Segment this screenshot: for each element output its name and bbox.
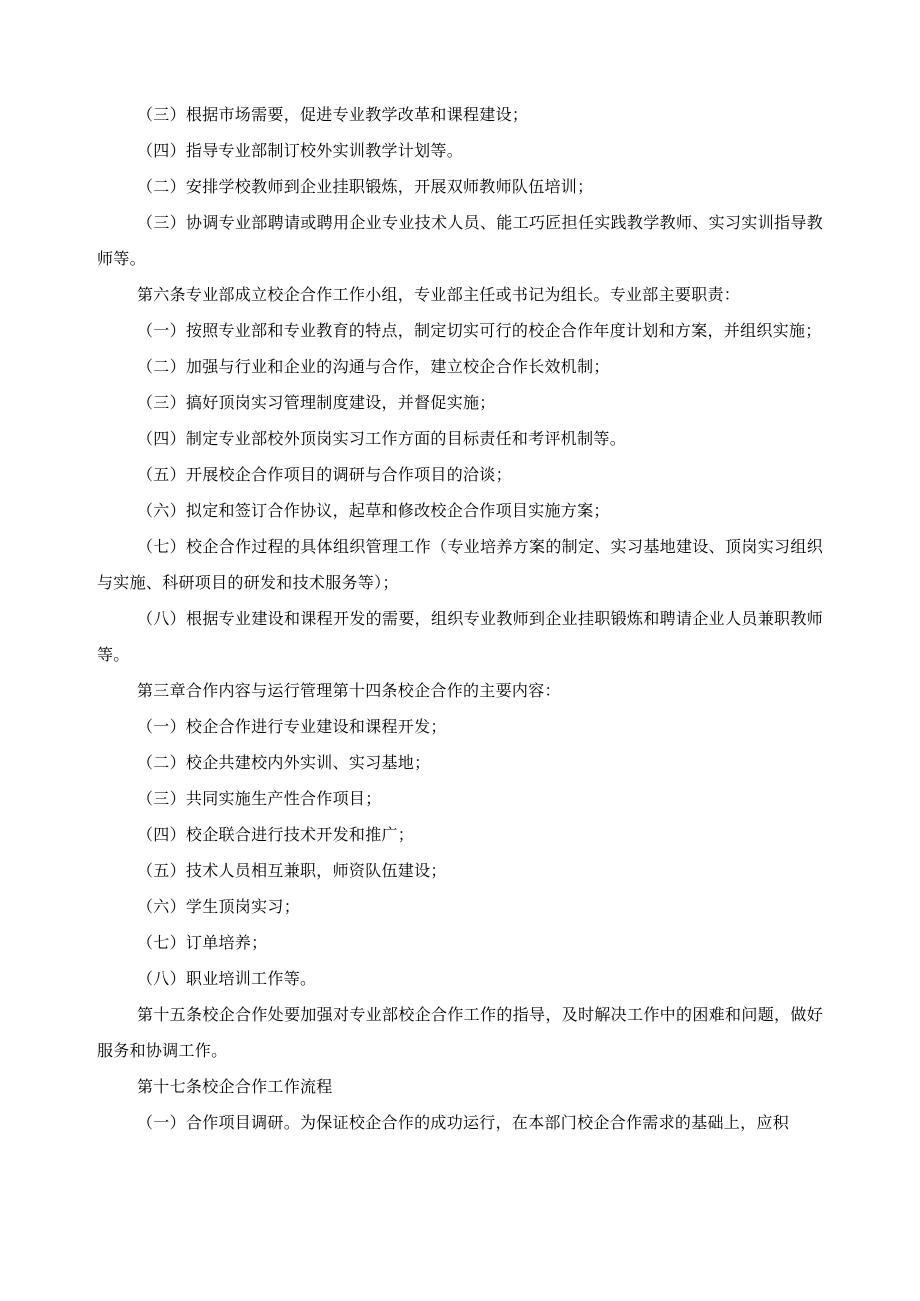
document-body <box>97 97 823 1141</box>
paragraph: （一）合作项目调研。为保证校企合作的成功运行，在本部门校企合作需求的基础上，应积 <box>137 1113 790 1132</box>
paragraph: 第十七条校企合作工作流程 <box>137 1077 333 1096</box>
paragraph: （五）开展校企合作项目的调研与合作项目的洽谈； <box>137 465 512 484</box>
paragraph: （二）校企共建校内外实训、实习基地； <box>137 753 431 772</box>
paragraph: （一）按照专业部和专业教育的特点，制定切实可行的校企合作年度计划和方案，并组织实施； <box>137 321 822 340</box>
paragraph: （三）共同实施生产性合作项目； <box>137 789 382 808</box>
paragraph: 第六条专业部成立校企合作工作小组，专业部主任或书记为组长。专业部主要职责： <box>137 285 741 304</box>
paragraph: （二）加强与行业和企业的沟通与合作，建立校企合作长效机制； <box>137 357 610 376</box>
paragraph: （四）校企联合进行技术开发和推广； <box>137 825 415 844</box>
paragraph: （八）根据专业建设和课程开发的需要，组织专业教师到企业挂职锻炼和聘请企业人员兼职教师等。 <box>97 609 823 664</box>
paragraph: （三）根据市场需要，促进专业教学改革和课程建设； <box>137 105 529 124</box>
paragraph: （七）订单培养； <box>137 933 268 952</box>
paragraph: （四）指导专业部制订校外实训教学计划等。 <box>137 141 464 160</box>
paragraph: （三）搞好顶岗实习管理制度建设，并督促实施； <box>137 393 496 412</box>
paragraph: （八）职业培训工作等。 <box>137 969 317 988</box>
paragraph: 第三章合作内容与运行管理第十四条校企合作的主要内容： <box>137 681 561 700</box>
paragraph: （六）学生顶岗实习； <box>137 897 301 916</box>
paragraph: （六）拟定和签订合作协议，起草和修改校企合作项目实施方案； <box>137 501 610 520</box>
paragraph: （一）校企合作进行专业建设和课程开发； <box>137 717 447 736</box>
paragraph: （七）校企合作过程的具体组织管理工作（专业培养方案的制定、实习基地建设、顶岗实习组织与实施、科研项目的研发和技术服务等）； <box>97 537 823 592</box>
paragraph: （五）技术人员相互兼职，师资队伍建设； <box>137 861 447 880</box>
paragraph: 第十五条校企合作处要加强对专业部校企合作工作的指导，及时解决工作中的困难和问题，做好服务和协调工作。 <box>97 1005 823 1060</box>
paragraph: （四）制定专业部校外顶岗实习工作方面的目标责任和考评机制等。 <box>137 429 627 448</box>
paragraph: （三）协调专业部聘请或聘用企业专业技术人员、能工巧匠担任实践教学教师、实习实训指导教师等。 <box>97 213 823 268</box>
paragraph: （二）安排学校教师到企业挂职锻炼，开展双师教师队伍培训； <box>137 177 594 196</box>
